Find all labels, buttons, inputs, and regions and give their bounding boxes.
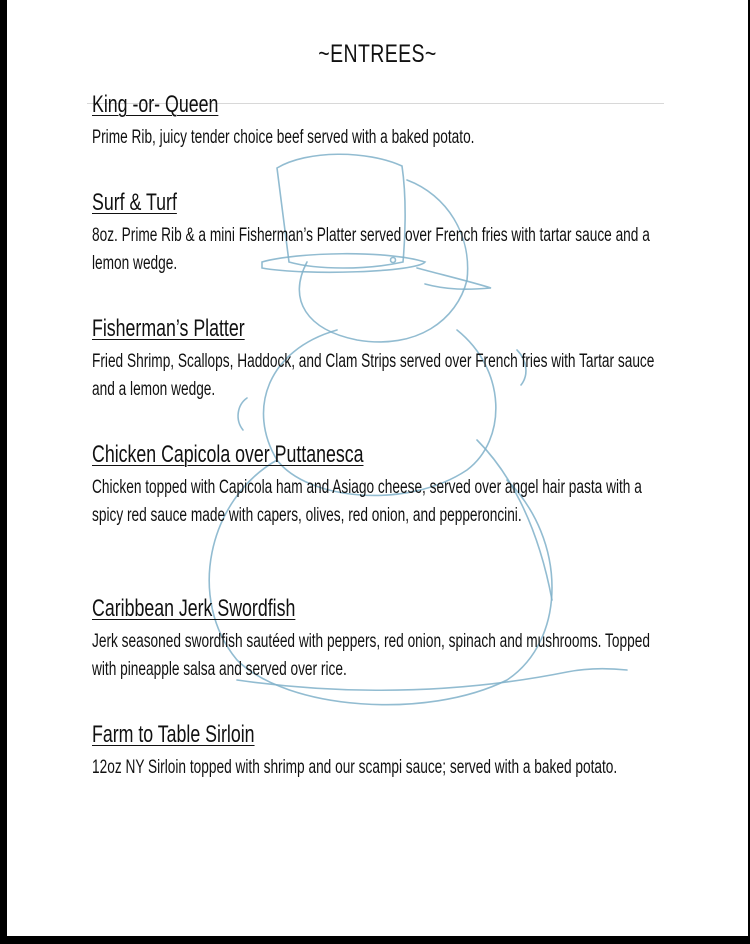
entree-name: Fisherman’s Platter [92,315,245,342]
entree-name: King -or- Queen [92,91,219,118]
entree-name: Surf & Turf [92,189,177,216]
entree-surf-and-turf [92,188,732,278]
page-title: ~ENTREES~ [318,40,437,68]
entree-description: Prime Rib, juicy tender choice beef served with a baked potato. [92,127,475,148]
entree-chicken-capicola [92,440,732,530]
entree-name: Farm to Table Sirloin [92,721,255,748]
entree-caribbean-jerk-swordfish [92,594,732,684]
entree-name: Caribbean Jerk Swordfish [92,595,296,622]
entree-description: 12oz NY Sirloin topped with shrimp and our scampi sauce; served with a baked potato. [92,757,618,778]
entree-king-or-queen [92,90,732,152]
entree-description: Chicken topped with Capicola ham and Asiago cheese, served over angel hair pasta with a spicy red sauce made with capers, olives, red onion, and pepperoncini. [92,477,642,526]
entree-fishermans-platter [92,314,732,404]
entree-description: Fried Shrimp, Scallops, Haddock, and Clam Strips served over French fries with Tartar sauce and a lemon wedge. [92,351,655,400]
entree-farm-to-table-sirloin [92,720,732,782]
entree-description: Jerk seasoned swordfish sautéed with peppers, red onion, spinach and mushrooms. Topped with pineapple salsa and served over rice. [92,631,650,680]
entree-description: 8oz. Prime Rib & a mini Fisherman’s Platter served over French fries with tartar sauce and a lemon wedge. [92,225,650,274]
menu-page [7,0,748,936]
entree-name: Chicken Capicola over Puttanesca [92,441,364,468]
